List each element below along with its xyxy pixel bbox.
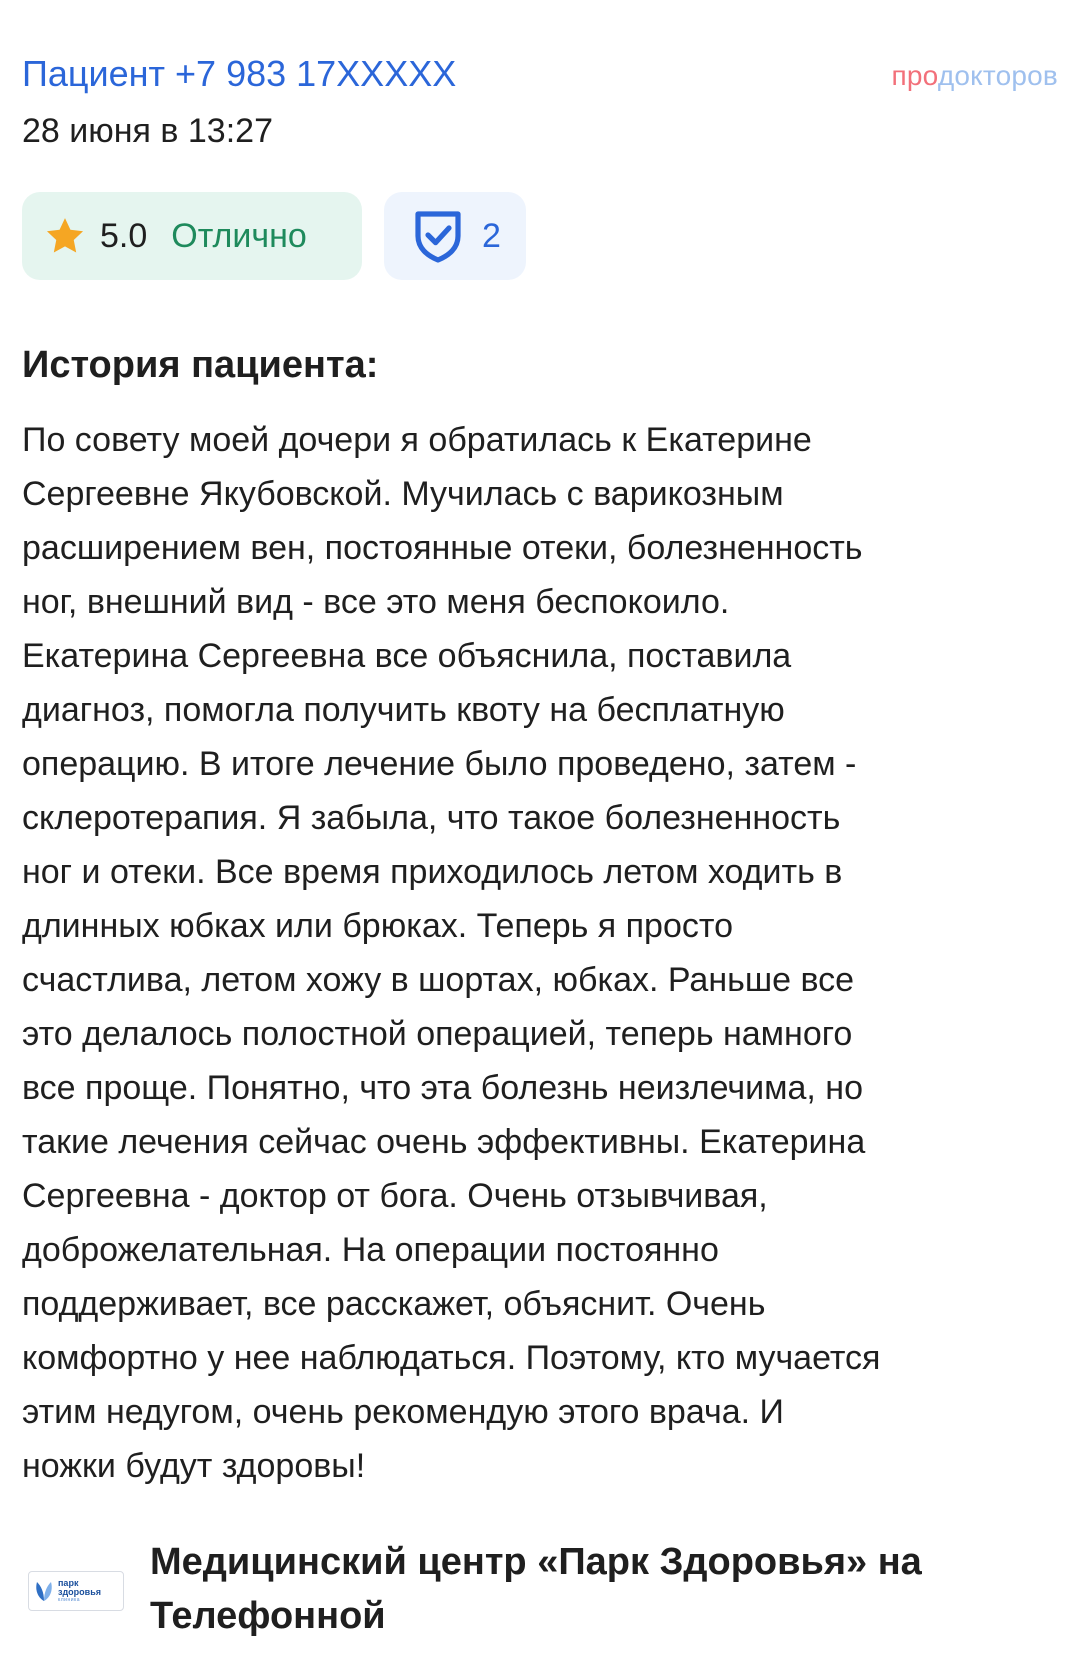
story-title: История пациента: <box>22 344 379 386</box>
patient-link[interactable]: Пациент +7 983 17XXXXX <box>22 53 457 94</box>
verified-badge[interactable] <box>384 192 526 280</box>
prodoctorov-logo[interactable] <box>892 58 1058 94</box>
clinic-logo[interactable] <box>28 1571 124 1611</box>
review-card <box>22 0 1058 1637</box>
clinic-name[interactable]: Медицинский центр «Парк Здоровья» на Телефонной <box>150 1541 922 1637</box>
review-header <box>22 0 1058 150</box>
clinic-logo-line3: клиника <box>58 1597 81 1603</box>
rating-label: Отлично <box>171 216 307 255</box>
review-badges <box>22 192 526 280</box>
leaf-logo-icon <box>33 1579 55 1603</box>
clinic-logo-line2: здоровья <box>58 1587 101 1597</box>
review-date: 28 июня в 13:27 <box>22 112 273 150</box>
story-text: По совету моей дочери я обратилась к Екатерине Сергеевне Якубовской. Мучилась с варикозным расширением вен, постоянные отеки, болезненность ног, внешний вид - все это меня беспокоило. Екатерина Сергеевна все объяснила, поставила диагноз, помогла получить квоту на бесплатную операцию. В итоге лечение было проведено, затем - склеротерапия. Я забыла, что такое болезненность ног и отеки. Все время приходилось летом ходить в длинных юбках или брюках. Теперь я просто счастлива, летом хожу в шортах, юбках. Раньше все это делалось полостной операцией, теперь намного все проще. Понятно, что эта болезнь неизлечима, но такие лечения сейчас очень эффективны. Екатерина Сергеевна - доктор от бога. Очень отзывчивая, доброжелательная. На операции постоянно поддерживает, все расскажет, объяснит. Очень комфортно у нее наблюдаться. Поэтому, кто мучается этим недугом, очень рекомендую этого врача. И ножки будут здоровы! <box>22 421 881 1485</box>
clinic-logo-text <box>58 1579 101 1603</box>
shield-check-icon <box>412 208 464 264</box>
brand-part-pro: про <box>891 60 938 91</box>
verified-count: 2 <box>482 216 501 255</box>
rating-value: 5.0 <box>100 216 148 255</box>
brand-part-doctors: докторов <box>937 60 1058 91</box>
clinic-logo-line1: парк <box>58 1578 79 1588</box>
star-icon <box>44 215 86 257</box>
rating-badge[interactable] <box>22 192 362 280</box>
